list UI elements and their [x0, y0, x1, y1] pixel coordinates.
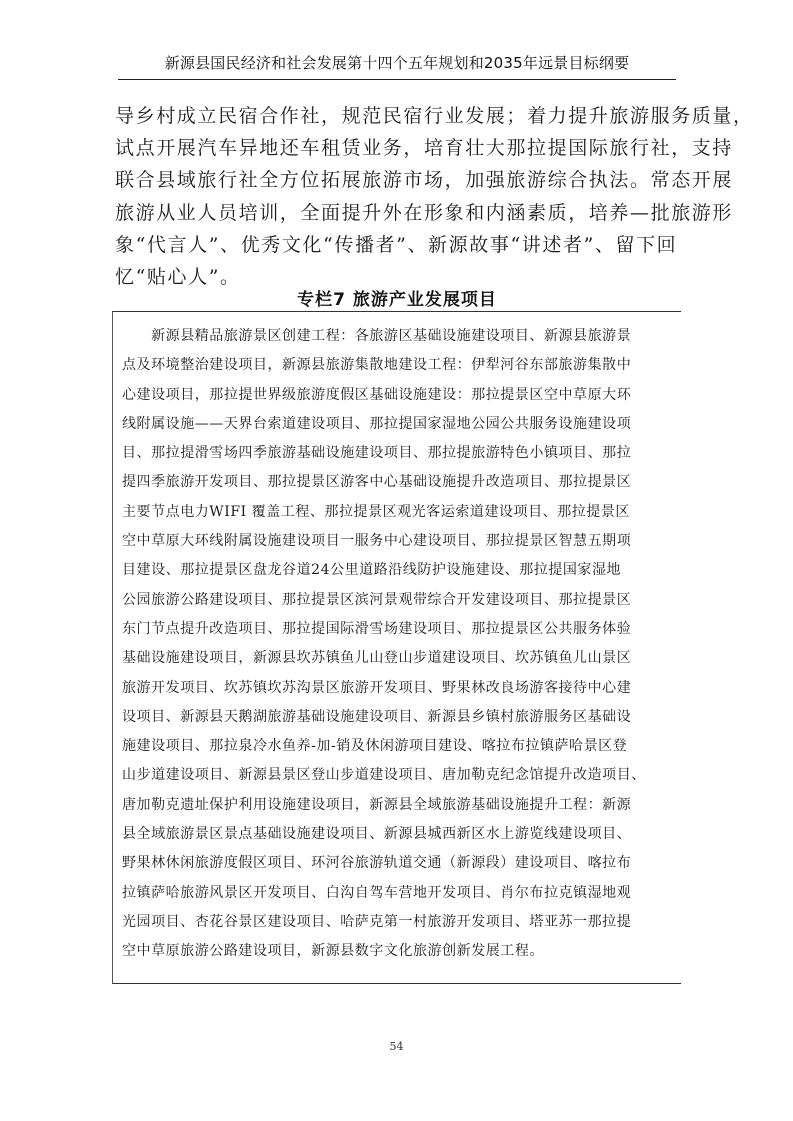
- column-line: 县全域旅游景区景点基础设施建设项目、新源县城西新区水上游览线建设项目、: [122, 826, 632, 843]
- page-number: 54: [389, 1040, 404, 1053]
- column-line: 施建设项目、那拉泉冷水鱼养-加-销及休闲游项目建设、喀拉布拉镇萨哈景区登: [122, 738, 628, 755]
- column-paragraph: [122, 322, 678, 967]
- column-line: 点及环境整治建设项目，新源县旅游集散地建设工程：伊犁河谷东部旅游集散中: [122, 357, 632, 374]
- column-line: 公园旅游公路建设项目、那拉提景区滨河景观带综合开发建设项目、那拉提景区: [122, 591, 632, 608]
- column-line: 旅游开发项目、坎苏镇坎苏沟景区旅游开发项目、野果林改良场游客接待中心建: [122, 679, 632, 696]
- column-title: 专栏7 旅游产业发展项目: [297, 290, 497, 310]
- column-line: 空中草原旅游公路建设项目，新源县数字文化旅游创新发展工程。: [122, 943, 544, 960]
- column-line: 新源县精品旅游景区创建工程：各旅游区基础设施建设项目、新源县旅游景: [122, 328, 632, 344]
- column-line: 目、那拉提滑雪场四季旅游基础设施建设项目、那拉提旅游特色小镇项目、那拉: [122, 445, 632, 462]
- body-line: 象“代言人”、优秀文化“传播者”、新源故事“讲述者”、留下回: [115, 233, 678, 256]
- body-line: 联合县域旅行社全方位拓展旅游市场，加强旅游综合执法。常态开展: [115, 169, 734, 192]
- column-line: 基础设施建设项目，新源县坎苏镇鱼儿山登山步道建设项目、坎苏镇鱼儿山景区: [122, 650, 632, 667]
- column-line: 目建设、那拉提景区盘龙谷道24公里道路沿线防护设施建设、那拉提国家湿地: [122, 562, 622, 579]
- column-line: 光园项目、杏花谷景区建设项目、哈萨克第一村旅游开发项目、塔亚苏一那拉提: [122, 913, 632, 930]
- column-line: 拉镇萨哈旅游风景区开发项目、白沟自驾车营地开发项目、肖尔布拉克镇湿地观: [122, 884, 632, 901]
- column-line: 提四季旅游开发项目、那拉提景区游客中心基础设施提升改造项目、那拉提景区: [122, 474, 632, 491]
- column-line: 主要节点电力WIFI 覆盖工程、那拉提景区观光客运索道建设项目、那拉提景区: [122, 503, 630, 520]
- body-line: 导乡村成立民宿合作社，规范民宿行业发展；着力提升旅游服务质量，: [115, 105, 754, 127]
- body-paragraph: [115, 100, 754, 293]
- body-line: 旅游从业人员培训，全面提升外在形象和内涵素质，培养—批旅游形: [115, 201, 734, 224]
- column-line: 空中草原大环线附属设施建设项目一服务中心建设项目、那拉提景区智慧五期项: [122, 533, 632, 550]
- column-line: 心建设项目，那拉提世界级旅游度假区基础设施建设：那拉提景区空中草原大环: [122, 386, 632, 403]
- page-header-title: 新源县国民经济和社会发展第十四个五年规划和2035年远景目标纲要: [164, 54, 630, 72]
- column-line: 唐加勒克遗址保护利用设施建设项目，新源县全域旅游基础设施提升工程：新源: [122, 796, 632, 813]
- column-line: 山步道建设项目、新源县景区登山步道建设项目、唐加勒克纪念馆提升改造项目、: [122, 767, 646, 784]
- body-line: 忆“贴心人”。: [115, 265, 241, 288]
- body-line: 试点开展汽车异地还车租赁业务，培育壮大那拉提国际旅行社，支持: [115, 137, 734, 160]
- column-line: 设项目、新源县天鹅湖旅游基础设施建设项目、新源县乡镇村旅游服务区基础设: [122, 708, 632, 725]
- header-rule: [118, 79, 676, 80]
- column-line: 东门节点提升改造项目、那拉提国际滑雪场建设项目、那拉提景区公共服务体验: [122, 620, 632, 637]
- column-line: 野果林休闲旅游度假区项目、环河谷旅游轨道交通（新源段）建设项目、喀拉布: [122, 855, 632, 872]
- column-line: 线附属设施——天界台索道建设项目、那拉提国家湿地公园公共服务设施建设项: [122, 415, 632, 432]
